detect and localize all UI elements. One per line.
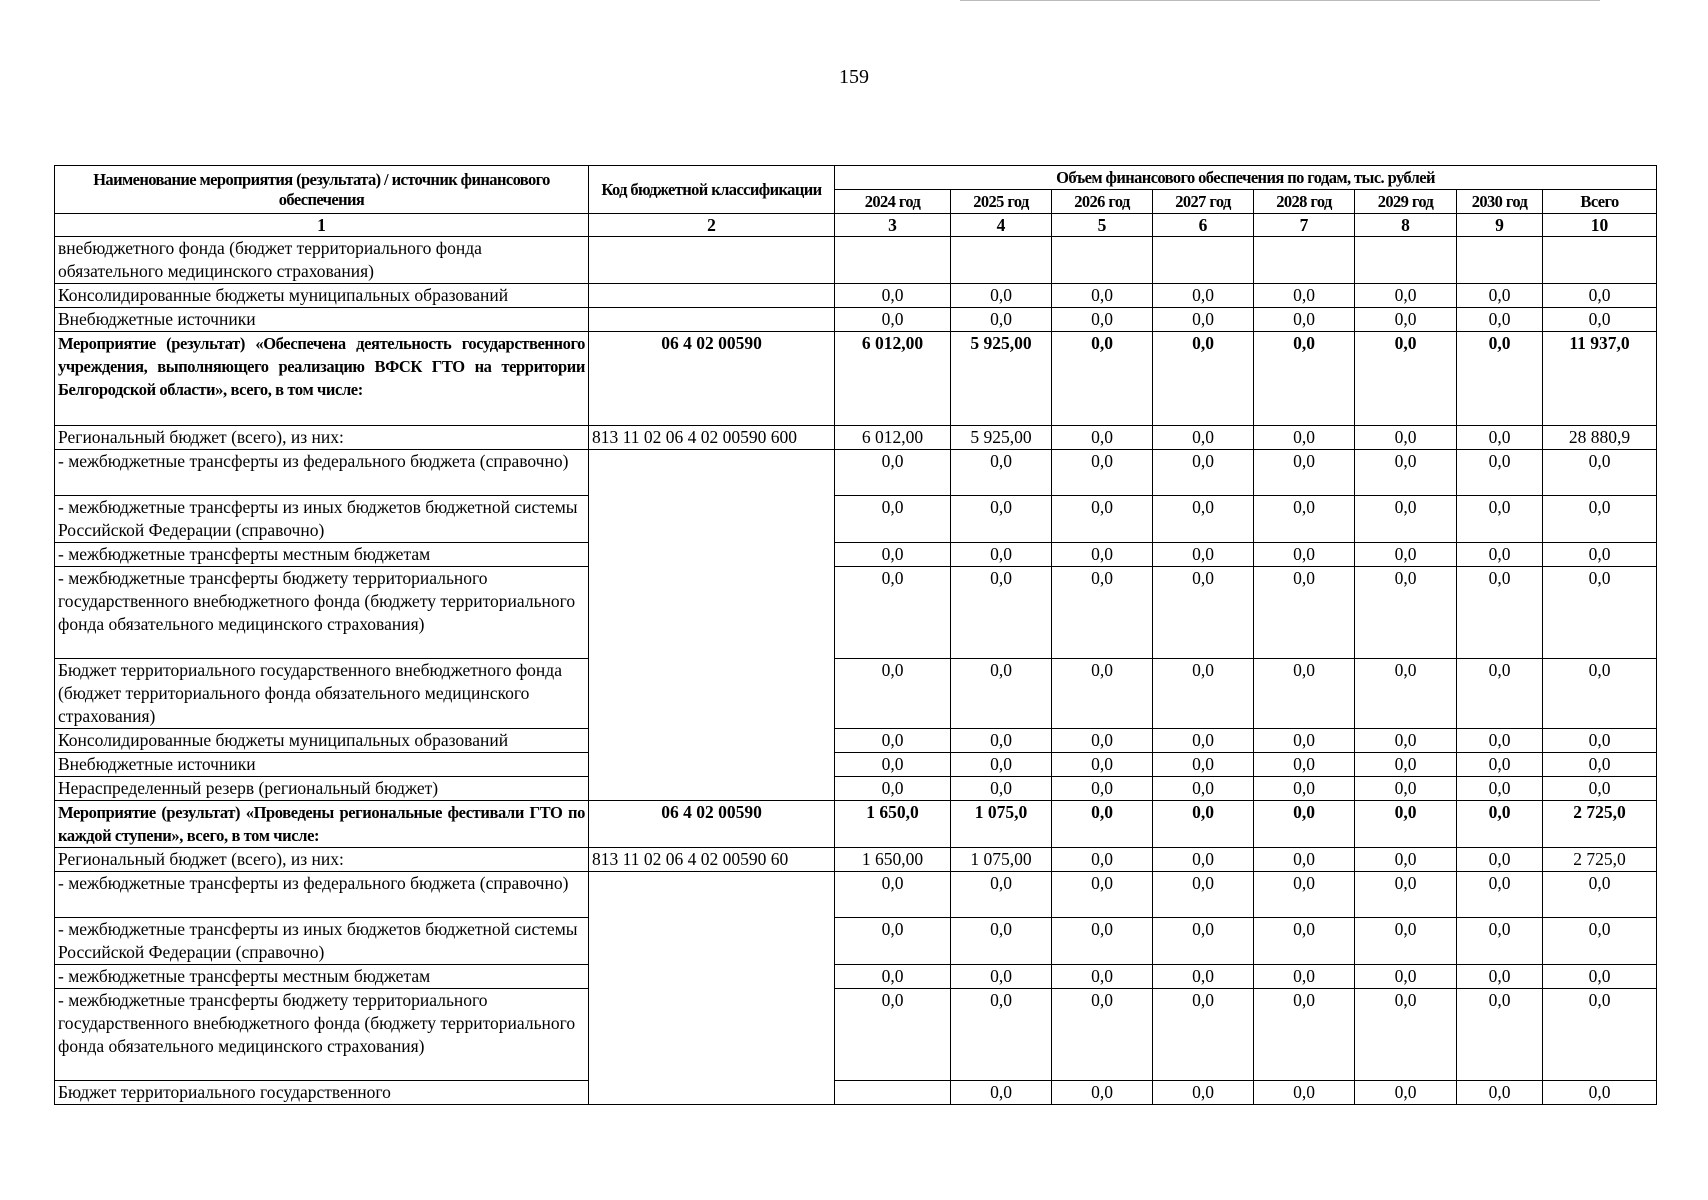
- table-row: [55, 872, 1657, 918]
- year-value: 0,0: [1153, 872, 1254, 918]
- year-value: 6 012,00: [835, 426, 951, 450]
- budget-code-empty: [835, 1081, 951, 1105]
- year-value: 6 012,00: [835, 332, 951, 426]
- year-value: 0,0: [1355, 872, 1457, 918]
- year-value: 5 925,00: [951, 426, 1052, 450]
- col-number: 6: [1153, 214, 1254, 237]
- budget-code: 813 11 02 06 4 02 00590 600: [589, 426, 835, 450]
- year-value: 0,0: [1153, 308, 1254, 332]
- year-value: 0,0: [1254, 753, 1355, 777]
- table-row: [55, 918, 1657, 965]
- table-row: [55, 659, 1657, 729]
- year-value: 0,0: [1052, 496, 1153, 543]
- scan-edge-line: [960, 0, 1600, 1]
- table-row: [55, 1081, 1657, 1105]
- year-value: 0,0: [1153, 567, 1254, 659]
- budget-code-empty: [589, 872, 835, 1105]
- total-value: 0,0: [1543, 450, 1657, 496]
- year-value: 0,0: [1052, 332, 1153, 426]
- total-value: 0,0: [1543, 659, 1657, 729]
- table-row: [55, 426, 1657, 450]
- total-value: 0,0: [1543, 567, 1657, 659]
- year-value: 0,0: [1052, 918, 1153, 965]
- year-value: 0,0: [1052, 1081, 1153, 1105]
- year-value: 0,0: [1355, 848, 1457, 872]
- row-name: - межбюджетные трансферты местным бюджетам: [55, 543, 589, 567]
- year-value: 0,0: [835, 543, 951, 567]
- year-value: 0,0: [1153, 496, 1254, 543]
- col-number: 3: [835, 214, 951, 237]
- year-value: [835, 237, 951, 284]
- year-header: 2024 год: [835, 190, 951, 214]
- total-value: 28 880,9: [1543, 426, 1657, 450]
- year-value: 0,0: [1254, 1081, 1355, 1105]
- year-value: 0,0: [1052, 989, 1153, 1081]
- activity-row: [55, 332, 1657, 426]
- year-value: 0,0: [1254, 872, 1355, 918]
- year-value: 0,0: [1355, 777, 1457, 801]
- year-value: 0,0: [1254, 777, 1355, 801]
- year-value: [1254, 237, 1355, 284]
- year-value: 0,0: [1457, 753, 1543, 777]
- year-value: 0,0: [1153, 659, 1254, 729]
- header-row: [55, 166, 1657, 190]
- year-value: 0,0: [835, 872, 951, 918]
- year-value: 0,0: [1457, 332, 1543, 426]
- year-value: 0,0: [951, 543, 1052, 567]
- row-name: Бюджет территориального государственного внебюджетного фонда (бюджет территориального фонда обязательного медицинского страхования): [55, 659, 589, 729]
- year-value: 0,0: [835, 729, 951, 753]
- year-value: 0,0: [1153, 801, 1254, 848]
- total-value: 0,0: [1543, 284, 1657, 308]
- year-value: 0,0: [1052, 729, 1153, 753]
- row-name: Региональный бюджет (всего), из них:: [55, 848, 589, 872]
- year-value: 0,0: [1254, 801, 1355, 848]
- row-name: Консолидированные бюджеты муниципальных образований: [55, 729, 589, 753]
- col-number: 9: [1457, 214, 1543, 237]
- col-header-volume: Объем финансового обеспечения по годам, тыс. рублей: [835, 166, 1657, 190]
- year-value: 0,0: [1355, 450, 1457, 496]
- year-value: 0,0: [1254, 284, 1355, 308]
- year-value: 0,0: [1457, 543, 1543, 567]
- total-value: 0,0: [1543, 496, 1657, 543]
- table-row: [55, 284, 1657, 308]
- year-value: 0,0: [1254, 567, 1355, 659]
- year-value: 0,0: [1355, 567, 1457, 659]
- year-value: 0,0: [1254, 496, 1355, 543]
- table-row: [55, 753, 1657, 777]
- year-value: 0,0: [1254, 308, 1355, 332]
- row-name: Мероприятие (результат) «Обеспечена деятельность государственного учреждения, выполняющего реализацию ВФСК ГТО на территории Белгородской области», всего, в том числе:: [55, 332, 589, 426]
- year-value: 0,0: [1052, 659, 1153, 729]
- year-value: 0,0: [1153, 284, 1254, 308]
- year-value: 0,0: [1254, 543, 1355, 567]
- year-value: 0,0: [1153, 965, 1254, 989]
- total-value: 0,0: [1543, 872, 1657, 918]
- year-value: 0,0: [835, 918, 951, 965]
- budget-code-empty: [589, 308, 835, 332]
- col-number: 4: [951, 214, 1052, 237]
- table-row: [55, 496, 1657, 543]
- year-value: 0,0: [1052, 965, 1153, 989]
- table-row: [55, 989, 1657, 1081]
- year-value: 0,0: [1355, 308, 1457, 332]
- table-row: [55, 308, 1657, 332]
- year-value: 0,0: [1355, 729, 1457, 753]
- year-value: 0,0: [1355, 496, 1457, 543]
- budget-code: 06 4 02 00590: [589, 801, 835, 848]
- column-numbers-row: [55, 214, 1657, 237]
- year-value: 0,0: [835, 965, 951, 989]
- year-value: 0,0: [1254, 729, 1355, 753]
- year-header: 2030 год: [1457, 190, 1543, 214]
- total-value: 2 725,0: [1543, 848, 1657, 872]
- total-value: 0,0: [1543, 918, 1657, 965]
- year-header: 2029 год: [1355, 190, 1457, 214]
- year-value: 0,0: [951, 729, 1052, 753]
- year-value: 0,0: [1254, 426, 1355, 450]
- year-value: 0,0: [1355, 426, 1457, 450]
- row-name: Региональный бюджет (всего), из них:: [55, 426, 589, 450]
- col-number: 7: [1254, 214, 1355, 237]
- row-name: - межбюджетные трансферты бюджету территориального государственного внебюджетного фонда (бюджету территориального фонда обязательного медицинского страхования): [55, 567, 589, 659]
- row-name: Нераспределенный резерв (региональный бюджет): [55, 777, 589, 801]
- table-row: [55, 567, 1657, 659]
- year-value: 0,0: [1052, 872, 1153, 918]
- year-value: 0,0: [951, 989, 1052, 1081]
- col-number: 5: [1052, 214, 1153, 237]
- year-value: 0,0: [1254, 332, 1355, 426]
- year-header: 2028 год: [1254, 190, 1355, 214]
- year-value: 0,0: [1457, 989, 1543, 1081]
- table-row: [55, 848, 1657, 872]
- year-value: 0,0: [1457, 777, 1543, 801]
- row-name: - межбюджетные трансферты местным бюджетам: [55, 965, 589, 989]
- year-value: 0,0: [951, 753, 1052, 777]
- total-value: 0,0: [1543, 753, 1657, 777]
- year-value: 0,0: [1052, 543, 1153, 567]
- year-value: 0,0: [1052, 777, 1153, 801]
- total-value: 0,0: [1543, 543, 1657, 567]
- year-value: 0,0: [1457, 848, 1543, 872]
- year-value: [1355, 237, 1457, 284]
- year-value: 0,0: [1153, 918, 1254, 965]
- year-value: 0,0: [835, 567, 951, 659]
- year-value: 0,0: [1355, 918, 1457, 965]
- year-value: 0,0: [1052, 801, 1153, 848]
- year-value: 0,0: [1457, 308, 1543, 332]
- row-name: - межбюджетные трансферты из иных бюджетов бюджетной системы Российской Федерации (справочно): [55, 918, 589, 965]
- year-value: 0,0: [835, 989, 951, 1081]
- year-value: 0,0: [951, 659, 1052, 729]
- table-row: [55, 450, 1657, 496]
- year-value: [1457, 237, 1543, 284]
- year-value: 0,0: [1153, 426, 1254, 450]
- col-number: 2: [589, 214, 835, 237]
- table-row: [55, 237, 1657, 284]
- year-value: 0,0: [1153, 777, 1254, 801]
- page-number: 159: [839, 66, 869, 88]
- table-row: [55, 543, 1657, 567]
- year-value: 0,0: [1052, 426, 1153, 450]
- year-value: 0,0: [1052, 753, 1153, 777]
- year-value: 0,0: [835, 659, 951, 729]
- year-value: 0,0: [951, 777, 1052, 801]
- year-value: 1 075,0: [951, 801, 1052, 848]
- col-number: 10: [1543, 214, 1657, 237]
- year-value: 0,0: [1254, 659, 1355, 729]
- total-value: 0,0: [1543, 989, 1657, 1081]
- row-name: Мероприятие (результат) «Проведены региональные фестивали ГТО по каждой ступени», всего, в том числе:: [55, 801, 589, 848]
- year-value: [1153, 237, 1254, 284]
- table-row: [55, 729, 1657, 753]
- total-value: 0,0: [1543, 729, 1657, 753]
- year-value: 0,0: [1254, 450, 1355, 496]
- financing-table: [54, 165, 1657, 1105]
- col-header-code: Код бюджетной классификации: [589, 166, 835, 214]
- total-header: Всего: [1543, 190, 1657, 214]
- year-value: 0,0: [1254, 989, 1355, 1081]
- table-row: [55, 965, 1657, 989]
- year-value: 0,0: [1355, 801, 1457, 848]
- year-value: 0,0: [1457, 284, 1543, 308]
- year-value: 0,0: [1457, 567, 1543, 659]
- year-value: 0,0: [1254, 848, 1355, 872]
- year-value: 0,0: [1052, 848, 1153, 872]
- year-value: 0,0: [1052, 450, 1153, 496]
- year-value: 0,0: [951, 450, 1052, 496]
- year-value: 0,0: [835, 450, 951, 496]
- year-header: 2025 год: [951, 190, 1052, 214]
- year-value: 0,0: [1153, 1081, 1254, 1105]
- year-value: 0,0: [1457, 918, 1543, 965]
- budget-code-empty: [589, 450, 835, 801]
- year-value: 0,0: [1543, 1081, 1657, 1105]
- year-value: 0,0: [1153, 989, 1254, 1081]
- year-value: 0,0: [835, 284, 951, 308]
- year-value: 0,0: [951, 284, 1052, 308]
- year-value: 5 925,00: [951, 332, 1052, 426]
- year-value: 0,0: [1457, 1081, 1543, 1105]
- year-value: 0,0: [835, 753, 951, 777]
- year-value: 0,0: [951, 567, 1052, 659]
- col-number: 1: [55, 214, 589, 237]
- row-name: Консолидированные бюджеты муниципальных образований: [55, 284, 589, 308]
- year-value: 0,0: [835, 496, 951, 543]
- budget-code-empty: [589, 284, 835, 308]
- year-value: 0,0: [835, 777, 951, 801]
- year-value: 0,0: [951, 918, 1052, 965]
- year-value: 0,0: [1254, 918, 1355, 965]
- year-value: 0,0: [1153, 753, 1254, 777]
- year-value: 0,0: [1457, 450, 1543, 496]
- budget-code-empty: [589, 237, 835, 284]
- year-value: 0,0: [1457, 426, 1543, 450]
- year-value: 0,0: [1355, 989, 1457, 1081]
- year-value: 0,0: [1355, 284, 1457, 308]
- year-value: 0,0: [835, 308, 951, 332]
- year-value: 0,0: [1052, 284, 1153, 308]
- total-value: 11 937,0: [1543, 332, 1657, 426]
- year-header: 2026 год: [1052, 190, 1153, 214]
- year-value: 0,0: [1153, 450, 1254, 496]
- year-value: 0,0: [1355, 659, 1457, 729]
- col-number: 8: [1355, 214, 1457, 237]
- year-value: 0,0: [951, 1081, 1052, 1105]
- year-value: 1 650,00: [835, 848, 951, 872]
- year-value: 0,0: [1254, 965, 1355, 989]
- year-value: 0,0: [1153, 848, 1254, 872]
- year-value: 0,0: [951, 872, 1052, 918]
- year-value: 0,0: [1153, 332, 1254, 426]
- year-value: 1 650,0: [835, 801, 951, 848]
- total-value: 2 725,0: [1543, 801, 1657, 848]
- total-value: 0,0: [1543, 777, 1657, 801]
- year-value: 0,0: [1457, 872, 1543, 918]
- activity-row: [55, 801, 1657, 848]
- table-row: [55, 777, 1657, 801]
- row-name: - межбюджетные трансферты из иных бюджетов бюджетной системы Российской Федерации (справочно): [55, 496, 589, 543]
- year-value: 0,0: [1355, 753, 1457, 777]
- year-value: 0,0: [1457, 659, 1543, 729]
- row-name: Бюджет территориального государственного: [55, 1081, 589, 1105]
- budget-code: 813 11 02 06 4 02 00590 60: [589, 848, 835, 872]
- year-value: [951, 237, 1052, 284]
- total-value: [1543, 237, 1657, 284]
- total-value: 0,0: [1543, 965, 1657, 989]
- year-value: [1052, 237, 1153, 284]
- year-value: 0,0: [1457, 729, 1543, 753]
- year-value: 0,0: [1457, 801, 1543, 848]
- row-name: - межбюджетные трансферты из федерального бюджета (справочно): [55, 872, 589, 918]
- year-value: 0,0: [1355, 332, 1457, 426]
- row-name: Внебюджетные источники: [55, 753, 589, 777]
- row-name: - межбюджетные трансферты бюджету территориального государственного внебюджетного фонда (бюджету территориального фонда обязательного медицинского страхования): [55, 989, 589, 1081]
- row-name: Внебюджетные источники: [55, 308, 589, 332]
- budget-code: 06 4 02 00590: [589, 332, 835, 426]
- total-value: 0,0: [1543, 308, 1657, 332]
- year-value: 1 075,00: [951, 848, 1052, 872]
- year-value: 0,0: [1355, 965, 1457, 989]
- year-value: 0,0: [1052, 567, 1153, 659]
- year-value: 0,0: [951, 308, 1052, 332]
- year-value: 0,0: [1052, 308, 1153, 332]
- year-value: 0,0: [1355, 543, 1457, 567]
- year-value: 0,0: [951, 965, 1052, 989]
- year-value: 0,0: [1153, 729, 1254, 753]
- year-header: 2027 год: [1153, 190, 1254, 214]
- year-value: 0,0: [1457, 496, 1543, 543]
- year-value: 0,0: [1457, 965, 1543, 989]
- year-value: 0,0: [951, 496, 1052, 543]
- row-name: - межбюджетные трансферты из федерального бюджета (справочно): [55, 450, 589, 496]
- year-value: 0,0: [1153, 543, 1254, 567]
- col-header-name: Наименование мероприятия (результата) / источник финансового обеспечения: [55, 166, 589, 214]
- year-value: 0,0: [1355, 1081, 1457, 1105]
- row-name: внебюджетного фонда (бюджет территориального фонда обязательного медицинского страхования): [55, 237, 589, 284]
